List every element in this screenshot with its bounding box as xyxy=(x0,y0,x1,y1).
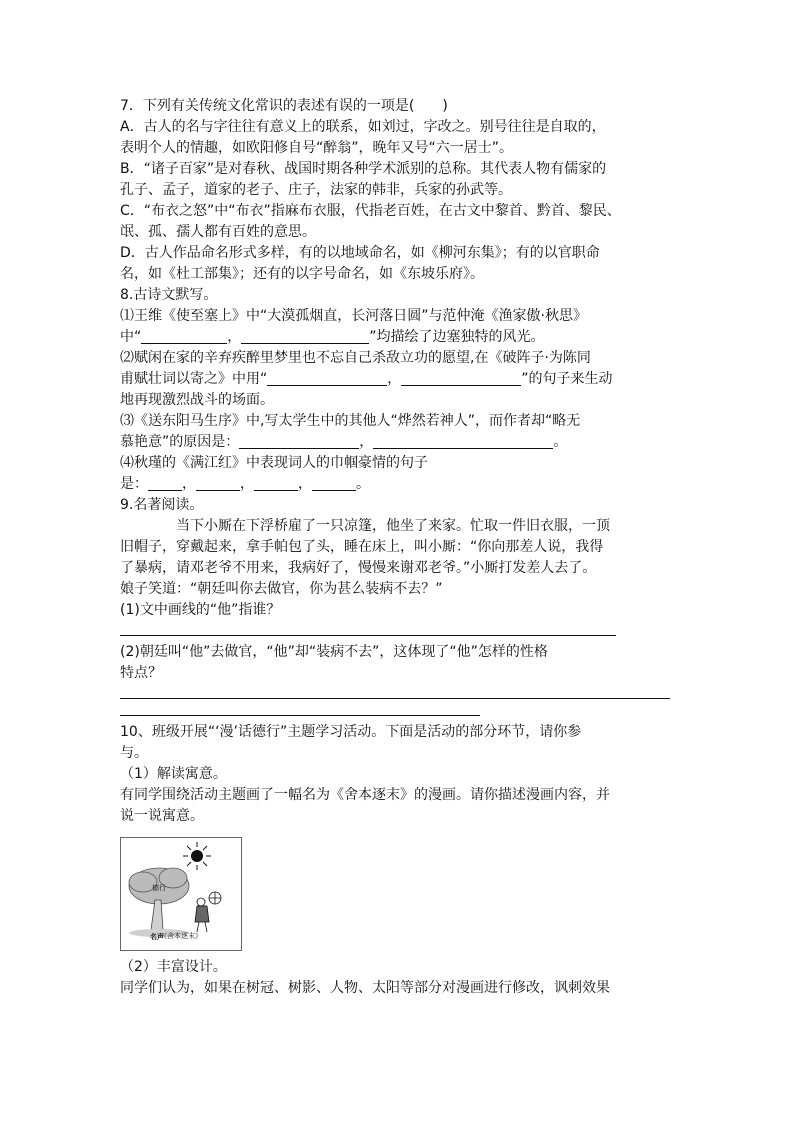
q10-part2-title: （2）丰富设计。 xyxy=(120,959,227,975)
q7-option-a-line2: 表明个人的情趣，如欧阳修自号“醉翁”，晚年又号“六一居士”。 xyxy=(120,140,514,156)
q8-sub3-blank-1[interactable] xyxy=(239,434,359,449)
sun-icon xyxy=(183,842,211,870)
q8-sub2-blank-2[interactable] xyxy=(401,371,521,386)
q8-sub2-blank-1[interactable] xyxy=(267,371,387,386)
cartoon-label-trunk: 名声 xyxy=(150,933,164,941)
q10-part2-line1: 同学们认为，如果在树冠、树影、人物、太阳等部分对漫画进行修改，讽刺效果 xyxy=(120,980,610,996)
cartoon-label-canopy: 德行 xyxy=(152,884,166,892)
q9-stem: 9.名著阅读。 xyxy=(120,497,204,513)
q7-option-c-line2: 氓、孤、孺人都有百姓的意思。 xyxy=(120,224,316,240)
q7-option-b-line1: B．“诸子百家”是对春秋、战国时期各种学术派别的总称。其代表人物有儒家的 xyxy=(120,161,607,177)
q9-sub1-answer-line[interactable] xyxy=(120,625,616,636)
q8-sub1-blank-1[interactable] xyxy=(141,329,227,344)
q9-passage-line3: 了暴病，请邓老爷不用来，我病好了，慢慢来谢邓老爷。”小厮打发差人去了。 xyxy=(120,560,597,576)
q9-sub2-line1: (2)朝廷叫“他”去做官，“他”却“装病不去”，这体现了“他”怎样的性格 xyxy=(120,644,548,660)
q8-sub2-comma: ， xyxy=(387,371,402,387)
q8-sub4-blank-3[interactable] xyxy=(254,476,298,491)
q8-sub4-blank-2[interactable] xyxy=(196,476,240,491)
q8-sub1-comma: ， xyxy=(227,329,242,345)
q8-sub2-line2 xyxy=(120,369,680,390)
q7-stem: 7．下列有关传统文化常识的表述有误的一项是( ) xyxy=(120,98,448,114)
q8-sub2-suffix: ”的句子来生动 xyxy=(521,371,613,387)
q8-sub3-line1: ⑶《送东阳马生序》中,写太学生中的其他人“烨然若神人”，而作者却“略无 xyxy=(120,413,581,429)
q8-sub4-line1: ⑷秋瑾的《满江红》中表现词人的巾帼豪情的句子 xyxy=(120,455,428,471)
q9-sub2-answer-line-1[interactable] xyxy=(120,688,670,699)
cartoon-image xyxy=(120,837,242,951)
worksheet-content xyxy=(120,96,680,999)
q8-sub4-comma-2: ， xyxy=(240,476,254,492)
q10-part1-title: （1）解读寓意。 xyxy=(120,766,227,782)
q8-sub3-comma: ， xyxy=(359,434,374,450)
q8-stem: 8.古诗文默写。 xyxy=(120,287,218,303)
q10-part1-line2: 说一说寓意。 xyxy=(120,808,204,824)
q9-sub1: (1)文中画线的“他”指谁？ xyxy=(120,602,281,618)
q9-passage-line2: 旧帽子，穿戴起来，拿手帕包了头，睡在床上，叫小厮：“你向那差人说，我得 xyxy=(120,539,604,555)
q8-sub2-line1: ⑵赋闲在家的辛弃疾醉里梦里也不忘自己杀敌立功的愿望,在《破阵子·为陈同 xyxy=(120,350,591,366)
q7-option-c-line1: C．“布衣之怒”中“布衣”指麻布衣服，代指老百姓，在古文中黎首、黔首、黎民、 xyxy=(120,203,621,219)
q8-sub3-prefix: 慕艳意”的原因是： xyxy=(120,434,240,450)
q7-option-d-line1: D．古人作品命名形式多样，有的以地域命名，如《柳河东集》；有的以官职命 xyxy=(120,245,600,261)
q10-part1-line1: 有同学围绕活动主题画了一幅名为《舍本逐末》的漫画。请你描述漫画内容，并 xyxy=(120,787,610,803)
q9-sub2-line2: 特点？ xyxy=(120,665,162,681)
q8-sub4-period: 。 xyxy=(356,476,370,492)
q8-sub2-line3: 地再现激烈战斗的场面。 xyxy=(120,392,274,408)
q8-sub4-comma-3: ， xyxy=(298,476,312,492)
q7-option-a-line1: A．古人的名与字往往有意义上的联系，如刘过，字改之。别号往往是自取的， xyxy=(120,119,606,135)
q9-passage-line4: 娘子笑道：“朝廷叫你去做官，你为甚么装病不去？” xyxy=(120,581,443,597)
q8-sub3-line2 xyxy=(120,432,680,453)
q8-sub4-line2 xyxy=(120,474,680,495)
q8-sub1-blank-2[interactable] xyxy=(241,329,369,344)
q8-sub3-blank-2[interactable] xyxy=(373,434,553,449)
q9-sub2-answer-line-2[interactable] xyxy=(120,705,480,716)
q8-sub1-suffix: ”均描绘了边塞独特的风光。 xyxy=(369,329,545,345)
globe-icon xyxy=(209,892,221,904)
q8-sub1-line1: ⑴王维《使至塞上》中“大漠孤烟直，长河落日圆”与范仲淹《渔家傲·秋思》 xyxy=(120,308,587,324)
q7-option-d-line2: 名，如《杜工部集》；还有的以字号命名，如《东坡乐府》。 xyxy=(120,266,484,282)
q9-passage-line1: 当下小厮在下浮桥雇了一只凉篷，他坐了来家。忙取一件旧衣服，一顶 xyxy=(176,518,610,534)
q8-sub1-line2 xyxy=(120,327,680,348)
q10-stem-line1: 10、班级开展“‘漫’话德行”主题学习活动。下面是活动的部分环节，请你参 xyxy=(120,724,582,740)
q8-sub3-suffix: 。 xyxy=(553,434,568,450)
q8-sub4-comma-1: ， xyxy=(182,476,196,492)
cartoon-caption: 《舍本逐末》 xyxy=(160,932,202,940)
q8-sub4-blank-1[interactable] xyxy=(148,476,182,491)
q7-option-b-line2: 孔子、孟子，道家的老子、庄子，法家的韩非，兵家的孙武等。 xyxy=(120,182,512,198)
q8-sub2-prefix: 甫赋壮词以寄之》中用“ xyxy=(120,371,268,387)
q8-sub4-blank-4[interactable] xyxy=(312,476,356,491)
q10-stem-line2: 与。 xyxy=(120,745,148,761)
q8-sub1-prefix: 中“ xyxy=(120,329,142,345)
q8-sub4-prefix: 是： xyxy=(120,476,148,492)
